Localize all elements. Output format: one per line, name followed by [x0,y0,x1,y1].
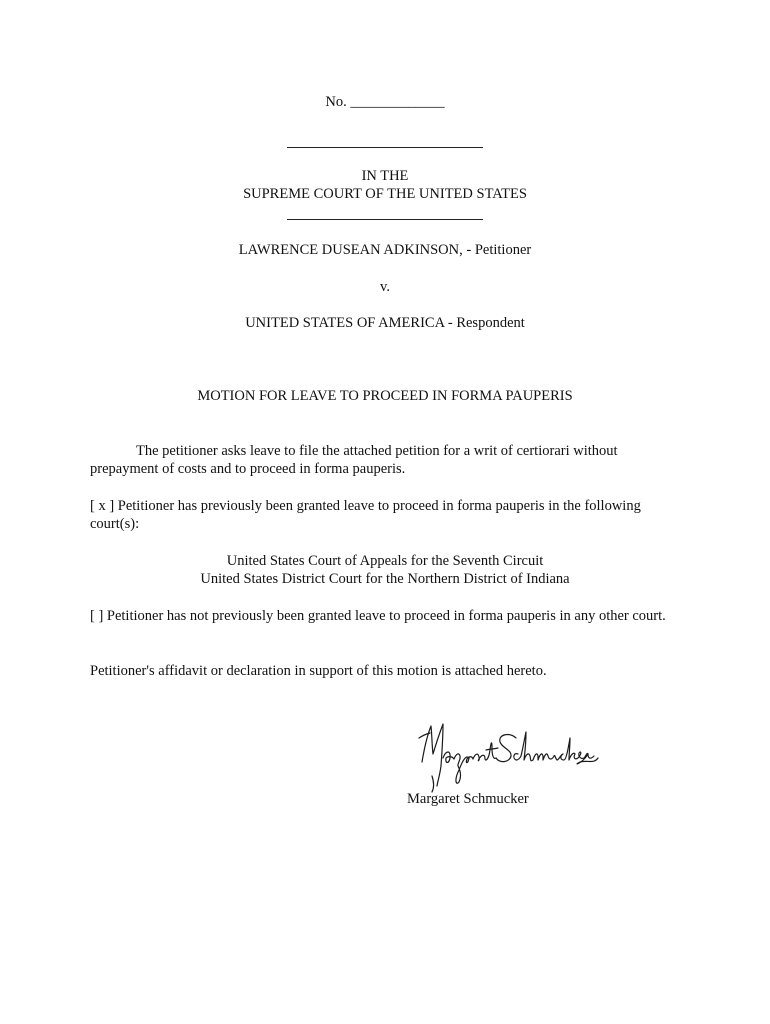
court-list-item: United States District Court for the Northern District of Indiana [200,571,570,587]
court-line-2: SUPREME COURT OF THE UNITED STATES [243,186,527,202]
affidavit-paragraph: Petitioner's affidavit or declaration in support of this motion is attached hereto. [90,663,547,679]
intro-paragraph: The petitioner asks leave to file the attached petition for a writ of certiorari without prepayment of costs and to proceed in forma pauperis. [90,443,618,477]
case-number: No. _____________ [325,94,445,110]
court-line-1: IN THE [361,168,409,184]
versus-label: v. [380,279,390,295]
granted-paragraph: [ x ] Petitioner has previously been granted leave to proceed in forma pauperis in the following court(s): [90,498,641,532]
motion-title: MOTION FOR LEAVE TO PROCEED IN FORMA PAUPERIS [197,388,573,404]
petitioner-name: LAWRENCE DUSEAN ADKINSON, - Petitioner [238,242,532,258]
signer-printed-name: Margaret Schmucker [407,791,529,807]
not-granted-paragraph: [ ] Petitioner has not previously been granted leave to proceed in forma pauperis in any other court. [90,608,666,624]
court-list-item: United States Court of Appeals for the Seventh Circuit [226,553,544,569]
respondent-name: UNITED STATES OF AMERICA - Respondent [245,315,525,331]
caption-rule-bottom [287,219,483,220]
caption-rule-top [287,147,483,148]
handwritten-signature [412,714,602,794]
